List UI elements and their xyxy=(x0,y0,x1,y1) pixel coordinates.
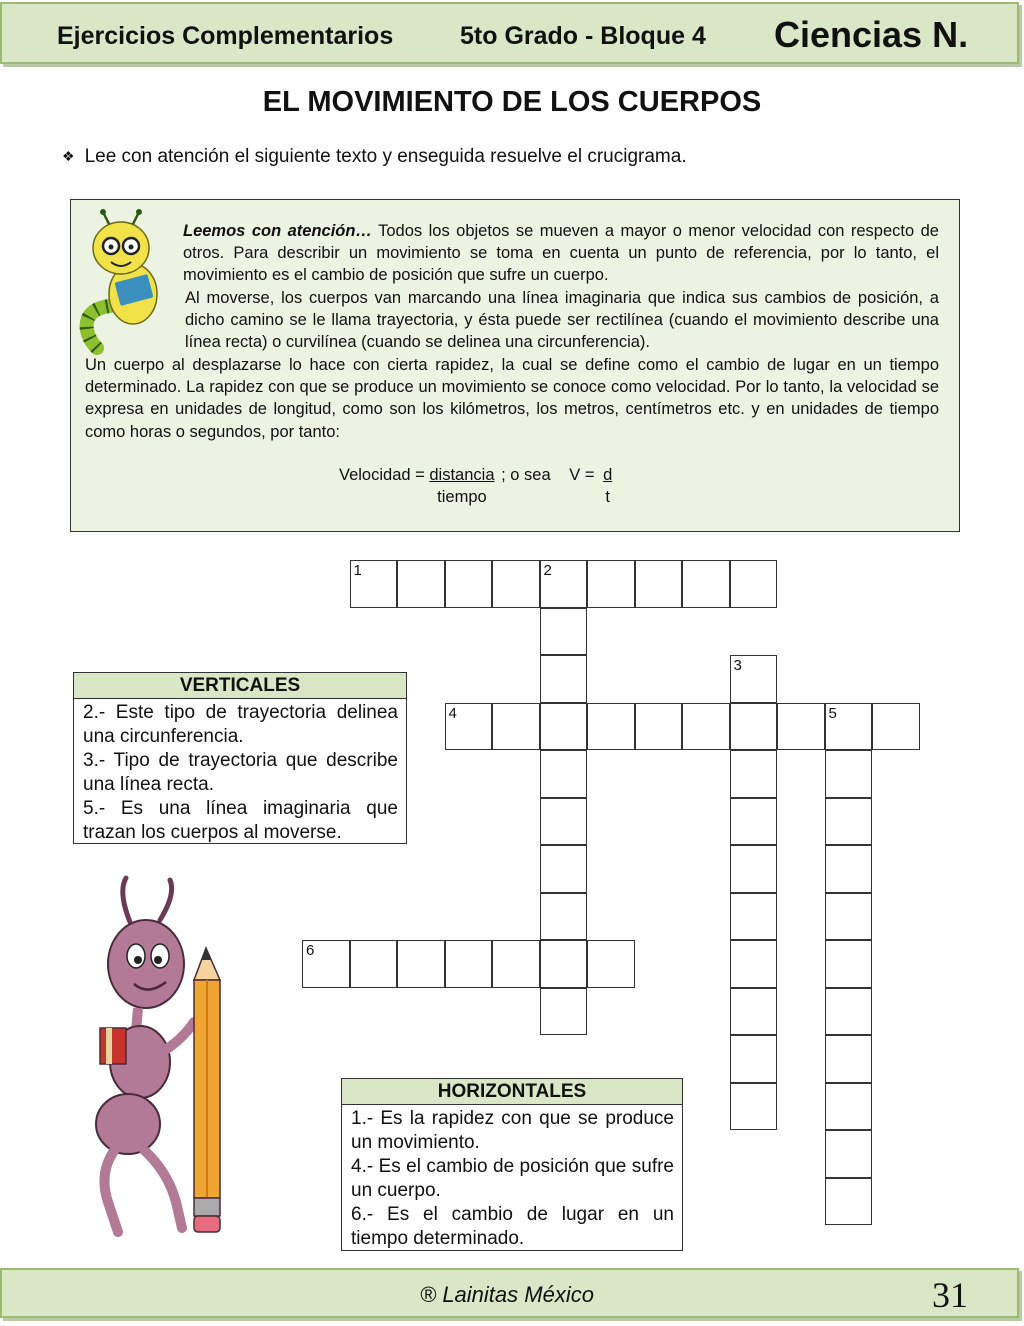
horizontal-clues-box xyxy=(341,1078,683,1251)
crossword-cell[interactable] xyxy=(540,798,588,846)
formula-fraction xyxy=(429,464,494,508)
crossword-cell[interactable] xyxy=(587,703,635,751)
reading-paragraph-2: Al moverse, los cuerpos van marcando una línea imaginaria que indica sus cambios de posición, a dicho camino se le llama trayectoria, y ésta puede ser rectilínea (cuando el movimiento describe una línea recta) o curvilínea (cuando se delinea una circunferencia). xyxy=(185,289,939,352)
crossword-cell[interactable] xyxy=(635,560,683,608)
crossword-cell[interactable] xyxy=(302,940,350,988)
crossword-cell[interactable] xyxy=(445,560,493,608)
crossword-cell[interactable] xyxy=(777,703,825,751)
crossword-cell[interactable] xyxy=(825,940,873,988)
crossword-cell[interactable] xyxy=(730,845,778,893)
reading-lead: Leemos con atención… xyxy=(183,222,372,240)
crossword-cell[interactable] xyxy=(635,703,683,751)
crossword-cell[interactable] xyxy=(587,560,635,608)
caterpillar-reading-icon xyxy=(77,208,175,356)
crossword-cell[interactable] xyxy=(682,560,730,608)
horizontal-clue: 4.- Es el cambio de posición que sufre un cuerpo. xyxy=(351,1156,674,1201)
formula-numerator: distancia xyxy=(429,466,495,484)
crossword-cell[interactable] xyxy=(540,750,588,798)
reading-box xyxy=(70,199,960,532)
crossword-cell[interactable] xyxy=(825,1035,873,1083)
crossword-cell[interactable] xyxy=(825,1083,873,1131)
crossword-cell[interactable] xyxy=(872,703,920,751)
crossword-cell[interactable] xyxy=(730,798,778,846)
crossword-cell[interactable] xyxy=(540,893,588,941)
crossword-cell[interactable] xyxy=(825,798,873,846)
vertical-clues-box xyxy=(73,672,407,844)
crossword-cell[interactable] xyxy=(730,560,778,608)
formula-label: Velocidad = xyxy=(339,466,425,484)
crossword-cell[interactable] xyxy=(540,560,588,608)
crossword-clue-number: 4 xyxy=(448,704,457,722)
vertical-clue: 2.- Este tipo de trayectoria delinea una circunferencia. xyxy=(83,702,398,747)
vertical-clue: 3.- Tipo de trayectoria que describe una línea recta. xyxy=(83,750,398,795)
crossword-cell[interactable] xyxy=(730,988,778,1036)
crossword-cell[interactable] xyxy=(682,703,730,751)
crossword-cell[interactable] xyxy=(730,1083,778,1131)
crossword-cell[interactable] xyxy=(730,1035,778,1083)
crossword-clue-number: 6 xyxy=(306,942,315,959)
crossword-cell[interactable] xyxy=(730,703,778,751)
crossword-cell[interactable] xyxy=(540,608,588,656)
vertical-clues-title: VERTICALES xyxy=(74,673,406,699)
reading-paragraph-1 xyxy=(183,220,939,287)
crossword-cell[interactable] xyxy=(730,893,778,941)
vertical-clue: 5.- Es una línea imaginaria que trazan los cuerpos al moverse. xyxy=(83,798,398,843)
crossword-clue-number: 2 xyxy=(543,562,552,579)
crossword-cell[interactable] xyxy=(540,655,588,703)
crossword-clue-number: 5 xyxy=(828,704,837,722)
instruction-text: Lee con atención el siguiente texto y enseguida resuelve el crucigrama. xyxy=(84,146,687,167)
page-header xyxy=(0,2,1019,64)
instruction xyxy=(62,146,687,168)
crossword-cell[interactable] xyxy=(730,940,778,988)
crossword-cell[interactable] xyxy=(825,893,873,941)
crossword-cell[interactable] xyxy=(825,703,873,751)
horizontal-clue: 6.- Es el cambio de lugar en un tiempo determinado. xyxy=(351,1204,674,1249)
crossword-cell[interactable] xyxy=(730,655,778,703)
page-number: 31 xyxy=(932,1275,968,1315)
crossword-cell[interactable] xyxy=(587,940,635,988)
crossword-cell[interactable] xyxy=(730,750,778,798)
crossword-clue-number: 3 xyxy=(733,657,742,674)
formula-denominator: tiempo xyxy=(437,488,487,506)
crossword-cell[interactable] xyxy=(492,703,540,751)
crossword-cell[interactable] xyxy=(825,750,873,798)
header-grade-block: 5to Grado - Bloque 4 xyxy=(460,22,706,50)
horizontal-clue: 1.- Es la rapidez con que se produce un movimiento. xyxy=(351,1108,674,1153)
crossword-cell[interactable] xyxy=(445,940,493,988)
formula-v-numerator: d xyxy=(603,466,613,484)
crossword-clue-number: 1 xyxy=(353,562,362,579)
vertical-clues-list xyxy=(74,699,406,845)
crossword-cell[interactable] xyxy=(350,560,398,608)
formula-connector: ; o sea xyxy=(501,466,551,484)
reading-paragraph-3: Un cuerpo al desplazarse lo hace con cierta rapidez, la cual se define como el cambio de lugar en un tiempo determinado. La rapidez con que se produce un movimiento se conoce como velocidad. Por lo tanto, la velocidad se expresa en unidades de longitud, como son los kilómetros, los metros, centímetros etc. y en unidades de tiempo como horas o segundos, por tanto: xyxy=(85,356,939,441)
velocity-formula xyxy=(339,464,612,508)
crossword-cell[interactable] xyxy=(397,940,445,988)
crossword-cell[interactable] xyxy=(540,845,588,893)
crossword-cell[interactable] xyxy=(445,703,493,751)
crossword-cell[interactable] xyxy=(492,560,540,608)
crossword-cell[interactable] xyxy=(825,988,873,1036)
horizontal-clues-list xyxy=(342,1105,682,1251)
footer-brand: ® Lainitas México xyxy=(420,1282,594,1307)
reading-paragraph-1-text: Todos los objetos se mueven a mayor o menor velocidad con respecto de otros. Para describir un movimiento se toma en cuenta un punto de referencia, por lo tanto, el movimiento es el cambio de posición que sufre un cuerpo. xyxy=(183,222,939,285)
ant-with-pencil-illustration xyxy=(78,872,238,1242)
crossword-cell[interactable] xyxy=(492,940,540,988)
crossword-cell[interactable] xyxy=(540,988,588,1036)
crossword-cell[interactable] xyxy=(825,845,873,893)
formula-v-fraction xyxy=(603,464,612,508)
crossword-cell[interactable] xyxy=(540,703,588,751)
page-footer xyxy=(0,1268,1019,1318)
crossword-cell[interactable] xyxy=(397,560,445,608)
crossword-cell[interactable] xyxy=(825,1130,873,1178)
formula-v-denominator: t xyxy=(605,488,610,506)
crossword-cell[interactable] xyxy=(825,1178,873,1226)
crossword-cell[interactable] xyxy=(350,940,398,988)
crossword-cell[interactable] xyxy=(540,940,588,988)
header-subject-title: Ejercicios Complementarios xyxy=(57,22,394,50)
formula-v-label: V = xyxy=(569,466,595,484)
page-title: EL MOVIMIENTO DE LOS CUERPOS xyxy=(262,86,762,118)
header-course: Ciencias N. xyxy=(774,14,969,55)
horizontal-clues-title: HORIZONTALES xyxy=(342,1079,682,1105)
diamond-bullet-icon: ❖ xyxy=(62,148,75,164)
